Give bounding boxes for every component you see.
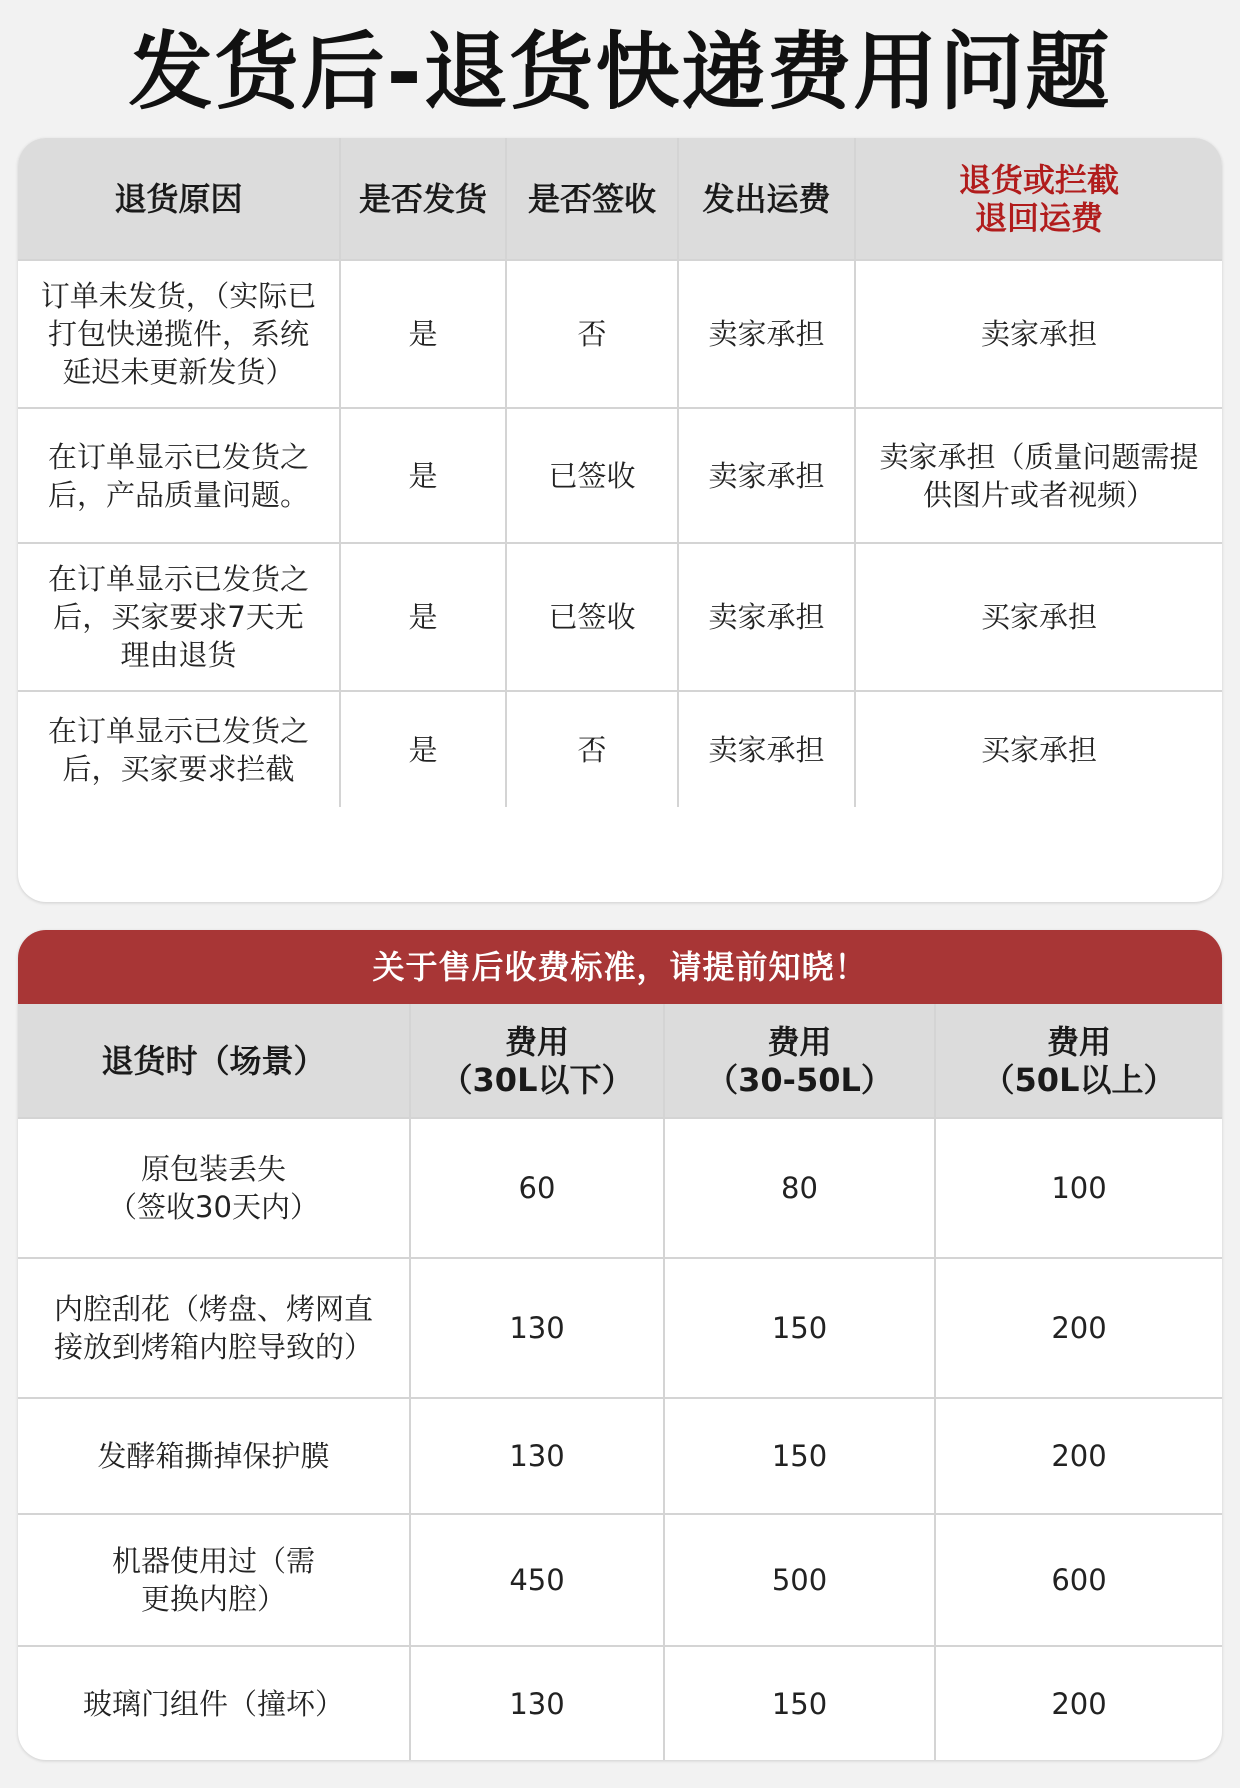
- table-row: [18, 1514, 1222, 1646]
- reason-cell: 在订单显示已发货之后，买家要求7天无理由退货: [18, 543, 340, 691]
- return-fee-cell: 买家承担: [855, 543, 1222, 691]
- header-shipped: 是否发货: [340, 138, 506, 260]
- fee-cell: 200: [935, 1258, 1222, 1398]
- after-sales-banner: 关于售后收费标准，请提前知晓！: [18, 930, 1222, 1004]
- page-title: 发货后-退货快递费用问题: [128, 23, 1112, 121]
- header-reason: 退货原因: [18, 138, 340, 260]
- table-row: [18, 543, 1222, 691]
- return-shipping-table-card: [18, 138, 1222, 902]
- table-row: [18, 691, 1222, 807]
- table-row: [18, 408, 1222, 543]
- reason-cell: 订单未发货，（实际已打包快递揽件，系统延迟未更新发货）: [18, 260, 340, 408]
- shipped-cell: 是: [340, 543, 506, 691]
- fee-cell: 130: [410, 1258, 664, 1398]
- shipped-cell: 是: [340, 691, 506, 807]
- header-fee-30-50l: 费用 （30-50L）: [664, 1004, 935, 1118]
- header-fee-over-50l: 费用 （50L以上）: [935, 1004, 1222, 1118]
- fee-cell: 60: [410, 1118, 664, 1258]
- table-row: [18, 260, 1222, 408]
- outbound-fee-cell: 卖家承担: [678, 691, 855, 807]
- reason-cell: 在订单显示已发货之后，产品质量问题。: [18, 408, 340, 543]
- table-row: [18, 1398, 1222, 1514]
- fee-cell: 100: [935, 1118, 1222, 1258]
- fee-cell: 150: [664, 1398, 935, 1514]
- shipped-cell: 是: [340, 260, 506, 408]
- after-sales-fee-table: [18, 1004, 1222, 1760]
- fee-cell: 450: [410, 1514, 664, 1646]
- fee-cell: 500: [664, 1514, 935, 1646]
- header-fee-under-30l: 费用 （30L以下）: [410, 1004, 664, 1118]
- table-header-row: [18, 138, 1222, 260]
- fee-cell: 150: [664, 1258, 935, 1398]
- header-scenario: 退货时（场景）: [18, 1004, 410, 1118]
- table-row: [18, 1118, 1222, 1258]
- outbound-fee-cell: 卖家承担: [678, 543, 855, 691]
- fee-cell: 600: [935, 1514, 1222, 1646]
- table-row: [18, 1646, 1222, 1760]
- scenario-cell: 发酵箱撕掉保护膜: [18, 1398, 410, 1514]
- outbound-fee-cell: 卖家承担: [678, 408, 855, 543]
- scenario-cell: 内腔刮花（烤盘、烤网直接放到烤箱内腔导致的）: [18, 1258, 410, 1398]
- fee-cell: 200: [935, 1398, 1222, 1514]
- scenario-cell: 原包装丢失 （签收30天内）: [18, 1118, 410, 1258]
- scenario-cell: 玻璃门组件（撞坏）: [18, 1646, 410, 1760]
- fee-cell: 130: [410, 1398, 664, 1514]
- fee-cell: 200: [1051, 1686, 1107, 1721]
- fee-cell: 130: [410, 1646, 664, 1760]
- outbound-fee-cell: 卖家承担: [678, 260, 855, 408]
- signed-cell: 已签收: [506, 408, 678, 543]
- return-shipping-table: [18, 138, 1222, 807]
- reason-cell: 在订单显示已发货之后，买家要求拦截: [18, 691, 340, 807]
- return-fee-cell: 买家承担: [980, 732, 1097, 767]
- signed-cell: 否: [506, 691, 678, 807]
- header-return-fee: 退货或拦截 退回运费: [855, 138, 1222, 260]
- header-signed: 是否签收: [506, 138, 678, 260]
- table-row: [18, 1258, 1222, 1398]
- shipped-cell: 是: [340, 408, 506, 543]
- scenario-cell: 机器使用过（需更换内腔）: [18, 1514, 410, 1646]
- signed-cell: 否: [506, 260, 678, 408]
- return-fee-cell: 卖家承担（质量问题需提供图片或者视频）: [855, 408, 1222, 543]
- return-fee-cell: 卖家承担: [855, 260, 1222, 408]
- signed-cell: 已签收: [506, 543, 678, 691]
- fee-cell: 80: [664, 1118, 935, 1258]
- fee-cell: 150: [664, 1646, 935, 1760]
- after-sales-fee-card: [18, 930, 1222, 1760]
- table-header-row: [18, 1004, 1222, 1118]
- header-outbound-fee: 发出运费: [678, 138, 855, 260]
